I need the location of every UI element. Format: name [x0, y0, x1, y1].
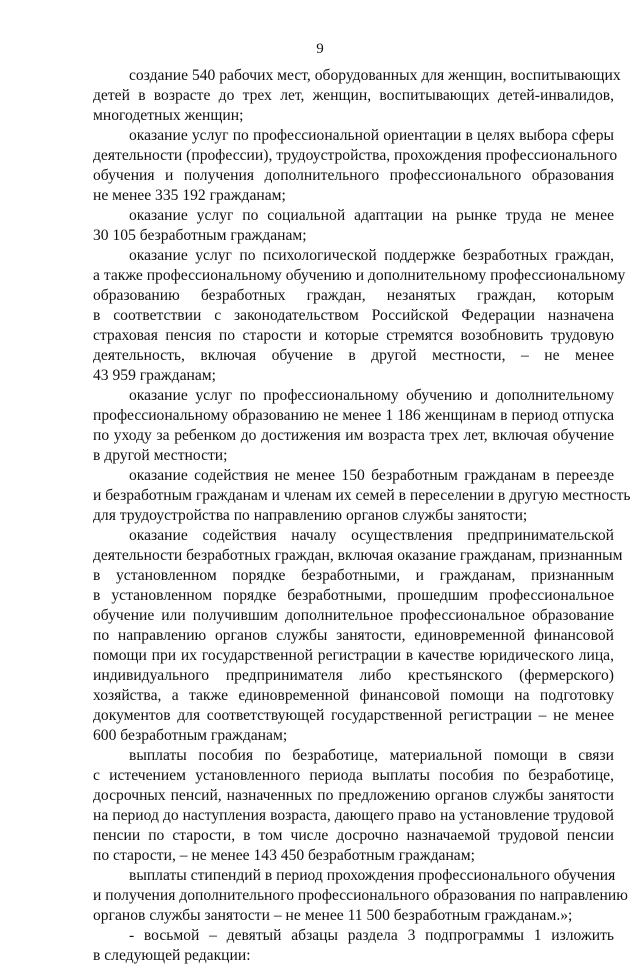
text-line: профессиональному образованию не менее 1 186 женщинам в период отпуска — [93, 407, 614, 424]
text-line: и получения дополнительного профессионального образования по направлению — [93, 887, 628, 904]
text-line: 600 безработным гражданам; — [93, 727, 288, 744]
text-line: органов службы занятости – не менее 11 500 безработным гражданам.»; — [93, 907, 573, 924]
text-line: по уходу за ребенком до достижения им возраста трех лет, включая обучение — [93, 427, 614, 444]
text-line: хозяйства, а также единовременной финансовой помощи на подготовку — [93, 687, 614, 704]
text-line: в установленном порядке безработными, и гражданам, признанным — [93, 567, 614, 584]
text-line: многодетных женщин; — [93, 107, 244, 124]
text-line: деятельности безработных граждан, включая оказание гражданам, признанным — [93, 547, 623, 564]
text-line: деятельности (профессии), трудоустройства, прохождения профессионального — [93, 147, 618, 164]
text-line: оказание услуг по профессиональному обучению и дополнительному — [129, 387, 614, 404]
text-line: в другой местности; — [93, 447, 228, 464]
text-line: оказание содействия не менее 150 безработным гражданам в переезде — [129, 467, 614, 484]
text-line: образованию безработных граждан, незанятых граждан, которым — [93, 287, 614, 304]
text-line: обучения и получения дополнительного профессионального образования — [93, 167, 614, 184]
text-line: оказание услуг по профессиональной ориентации в целях выбора сферы — [129, 127, 614, 144]
text-line: оказание услуг по социальной адаптации на рынке труда не менее — [129, 207, 614, 224]
text-line: по старости, – не менее 143 450 безработным гражданам; — [93, 847, 475, 864]
text-line: выплаты пособия по безработице, материальной помощи в связи — [129, 747, 614, 764]
text-line: 30 105 безработным гражданам; — [93, 227, 307, 244]
text-line: 43 959 гражданам; — [93, 367, 216, 384]
text-line: в соответствии с законодательством Российской Федерации назначена — [93, 307, 614, 324]
text-line: страховая пенсия по старости и которые стремятся возобновить трудовую — [93, 327, 614, 344]
text-line: в следующей редакции: — [93, 947, 251, 964]
text-line: на период до наступления возраста, дающего право на установление трудовой — [93, 807, 614, 824]
text-line: по направлению органов службы занятости, единовременной финансовой — [93, 627, 614, 644]
text-line: для трудоустройства по направлению органов службы занятости; — [93, 507, 528, 524]
text-line: обучение или получившим дополнительное профессиональное образование — [93, 607, 614, 624]
text-line: с истечением установленного периода выплаты пособия по безработице, — [93, 767, 614, 784]
text-line: помощи при их государственной регистрации в качестве юридического лица, — [93, 647, 614, 664]
text-line: а также профессиональному обучению и дополнительному профессиональному — [93, 267, 626, 284]
text-line: выплаты стипендий в период прохождения профессионального обучения — [129, 867, 616, 884]
page-number: 9 — [316, 41, 324, 57]
text-line: документов для соответствующей государственной регистрации – не менее — [93, 707, 614, 724]
text-line: и безработным гражданам и членам их семей в переселении в другую местность — [93, 487, 631, 504]
document-body — [93, 66, 631, 966]
text-line: оказание содействия началу осуществления предпринимательской — [129, 527, 614, 544]
text-line: в установленном порядке безработными, прошедшим профессиональное — [93, 587, 614, 604]
text-line: - восьмой – девятый абзацы раздела 3 подпрограммы 1 изложить — [129, 927, 614, 944]
text-line: пенсии по старости, в том числе досрочно назначаемой трудовой пенсии — [93, 827, 614, 844]
text-line: детей в возрасте до трех лет, женщин, воспитывающих детей-инвалидов, — [93, 87, 614, 104]
text-line: оказание услуг по психологической поддержке безработных граждан, — [129, 247, 614, 264]
text-line: создание 540 рабочих мест, оборудованных для женщин, воспитывающих — [129, 67, 621, 84]
text-line: деятельность, включая обучение в другой местности, – не менее — [93, 347, 614, 364]
text-line: досрочных пенсий, назначенных по предложению органов службы занятости — [93, 787, 614, 804]
text-line: индивидуального предпринимателя либо крестьянского (фермерского) — [93, 667, 614, 684]
text-line: не менее 335 192 гражданам; — [93, 187, 286, 204]
